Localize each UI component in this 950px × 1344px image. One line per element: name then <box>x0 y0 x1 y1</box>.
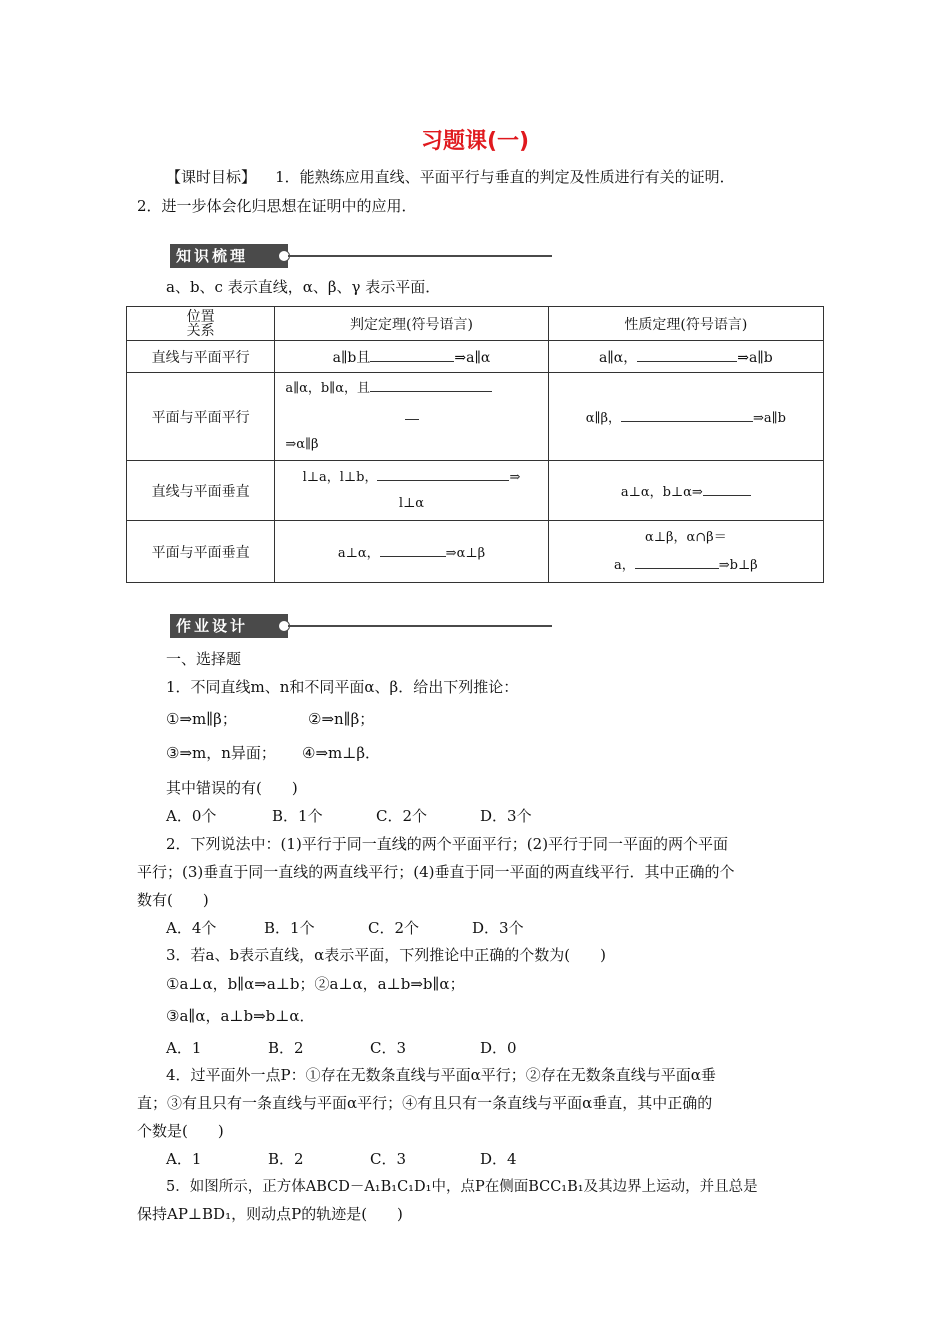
q2-choice: C．2个 <box>368 919 420 937</box>
q3-stem: 3．若a、b表示直线，α表示平面，下列推论中正确的个数为( ) <box>166 946 606 964</box>
q4-choice: D．4 <box>480 1150 517 1168</box>
section-label: 知识梳理 <box>170 244 288 268</box>
objectives-line1 <box>166 166 735 187</box>
table-row <box>127 521 824 583</box>
q1-option: ①⇒m∥β； <box>166 710 237 728</box>
cell-text: a⊥α，b⊥α⇒ <box>620 485 703 500</box>
cell-text: l⊥a，l⊥b， <box>302 469 378 485</box>
q3-line: ①a⊥α，b∥α⇒a⊥b；②a⊥α，a⊥b⇒b∥α； <box>166 975 465 993</box>
cell-text: a∥α，b∥α，且 <box>285 380 370 396</box>
section-homework-header <box>170 614 552 638</box>
cell-text: a， <box>613 557 635 573</box>
cell-text: ⇒a∥b <box>753 411 786 426</box>
page-title: 习题课(一) <box>420 129 530 154</box>
intro-text: a、b、c 表示直线，α、β、γ 表示平面． <box>166 278 441 296</box>
q1-choice: A．0个 <box>166 807 217 825</box>
q1-option: ④⇒m⊥β． <box>302 744 381 762</box>
section-divider <box>288 625 552 627</box>
q3-choice: A．1 <box>166 1039 202 1057</box>
judge-cell <box>275 521 548 583</box>
section-divider <box>288 255 552 257</box>
blank-line <box>703 481 751 496</box>
cell-text: ⇒α∥β <box>285 436 319 452</box>
table-header-row <box>127 307 824 341</box>
q2-choice: D．3个 <box>472 919 524 937</box>
objective-2: 2．进一步体会化归思想在证明中的应用． <box>137 197 417 215</box>
property-cell <box>548 373 823 461</box>
q3-line: ③a∥α，a⊥b⇒b⊥α． <box>166 1007 315 1025</box>
cell-text: a⊥α， <box>337 546 380 561</box>
cell-text: ⇒b⊥β <box>718 557 758 573</box>
row-name: 直线与平面平行 <box>127 341 275 373</box>
blank-line <box>405 405 419 420</box>
property-cell <box>548 521 823 583</box>
objective-1: 1．能熟练应用直线、平面平行与垂直的判定及性质进行有关的证明． <box>275 168 735 186</box>
blank-line <box>637 347 737 362</box>
theorem-table <box>126 306 824 583</box>
q1-option: ③⇒m，n异面； <box>166 744 276 762</box>
property-cell <box>548 341 823 373</box>
cell-text: ⇒ <box>509 469 521 485</box>
cell-text: ⇒α⊥β <box>445 546 486 561</box>
cell-text: a∥α， <box>598 349 638 366</box>
objectives-label: 【课时目标】 <box>166 168 257 186</box>
q3-choice: D．0 <box>480 1039 517 1057</box>
section-knowledge-header <box>170 244 552 268</box>
q2-line: 2．下列说法中：(1)平行于同一直线的两个平面平行；(2)平行于同一平面的两个平面 <box>166 835 729 853</box>
q1-choice: C．2个 <box>376 807 428 825</box>
header-property: 性质定理(符号语言) <box>548 307 823 341</box>
header-text: 关系 <box>186 322 215 339</box>
blank-line <box>380 542 446 557</box>
q5-line: 5．如图所示，正方体ABCD－A₁B₁C₁D₁中，点P在侧面BCC₁B₁及其边界上运动，并且总是 <box>166 1179 758 1195</box>
q1-ask: 其中错误的有( ) <box>166 779 298 797</box>
q1-choice: B．1个 <box>272 807 323 825</box>
cell-text: l⊥α <box>398 495 425 511</box>
table-row <box>127 373 824 461</box>
q2-line: 平行；(3)垂直于同一直线的两直线平行；(4)垂直于同一平面的两直线平行．其中正确的个 <box>137 863 735 881</box>
blank-line <box>635 554 719 569</box>
judge-cell <box>275 373 548 461</box>
q2-line: 数有( ) <box>137 891 209 909</box>
q4-line: 4．过平面外一点P：①存在无数条直线与平面α平行；②存在无数条直线与平面α垂 <box>166 1066 716 1084</box>
header-text: 位置 <box>186 308 215 325</box>
cell-text: ⇒a∥b <box>737 349 773 366</box>
q1-option: ②⇒n∥β； <box>308 710 375 728</box>
q3-choice: C．3 <box>370 1039 407 1057</box>
judge-cell <box>275 341 548 373</box>
blank-line <box>621 407 753 422</box>
q5-line: 保持AP⊥BD₁，则动点P的轨迹是( ) <box>137 1205 403 1223</box>
q1-choice: D．3个 <box>480 807 532 825</box>
q1-stem: 1．不同直线m、n和不同平面α、β．给出下列推论： <box>166 678 519 696</box>
cell-text: α∥β， <box>585 411 621 426</box>
q4-choice: A．1 <box>166 1150 202 1168</box>
blank-line <box>370 347 454 362</box>
part-heading: 一、选择题 <box>166 650 242 668</box>
q4-line: 个数是( ) <box>137 1122 224 1140</box>
row-name: 直线与平面垂直 <box>127 461 275 521</box>
property-cell <box>548 461 823 521</box>
row-name: 平面与平面垂直 <box>127 521 275 583</box>
table-row <box>127 461 824 521</box>
q3-choice: B．2 <box>268 1039 304 1057</box>
q2-choice: A．4个 <box>166 919 217 937</box>
section-label: 作业设计 <box>170 614 288 638</box>
q2-choice: B．1个 <box>264 919 315 937</box>
cell-text: α⊥β，α∩β＝ <box>644 529 727 545</box>
q4-line: 直；③有且只有一条直线与平面α平行；④有且只有一条直线与平面α垂直，其中正确的 <box>137 1094 713 1112</box>
judge-cell <box>275 461 548 521</box>
table-row <box>127 341 824 373</box>
row-name: 平面与平面平行 <box>127 373 275 461</box>
cell-text: a∥b且 <box>332 349 371 366</box>
cell-text: ⇒a∥α <box>454 349 491 366</box>
blank-line <box>377 466 509 481</box>
header-position-relation <box>127 307 275 341</box>
header-judge: 判定定理(符号语言) <box>275 307 548 341</box>
blank-line <box>370 377 492 392</box>
q4-choice: B．2 <box>268 1150 304 1168</box>
q4-choice: C．3 <box>370 1150 407 1168</box>
